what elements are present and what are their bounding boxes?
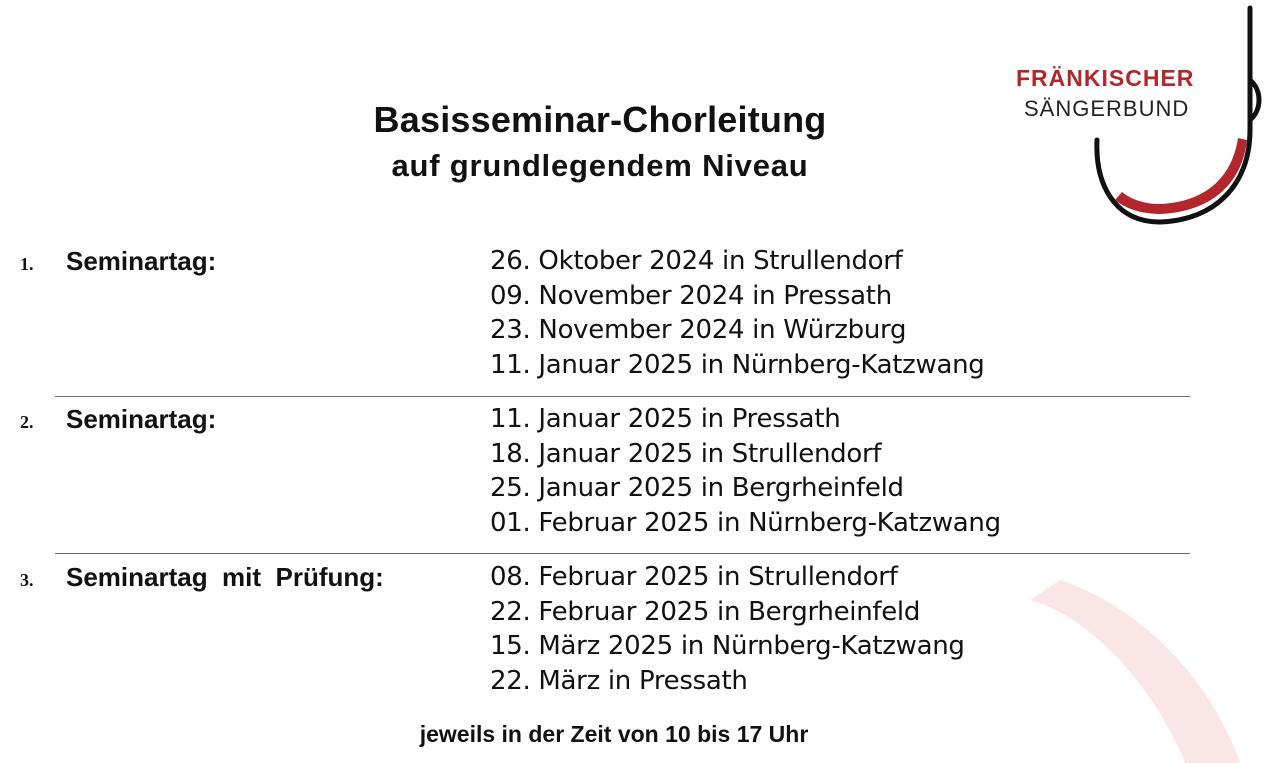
- date-item: 08. Februar 2025 in Strullendorf: [490, 562, 898, 592]
- section-divider: [55, 396, 1190, 397]
- time-note: jeweils in der Zeit von 10 bis 17 Uhr: [419, 721, 809, 747]
- section-label: Seminartag:: [66, 246, 217, 276]
- section-divider: [55, 553, 1190, 554]
- section-number: 2.: [20, 412, 34, 432]
- section-label: Seminartag mit Prüfung:: [66, 562, 384, 592]
- section-number: 3.: [20, 570, 34, 590]
- date-item: 11. Januar 2025 in Pressath: [490, 404, 841, 434]
- date-list: [490, 244, 984, 382]
- logo-text-line1: FRÄNKISCHER: [1016, 65, 1195, 91]
- date-item: 18. Januar 2025 in Strullendorf: [490, 438, 882, 469]
- date-list: [490, 560, 965, 698]
- logo-text-line2: SÄNGERBUND: [1024, 96, 1190, 121]
- page-subtitle: auf grundlegendem Niveau: [391, 148, 809, 183]
- date-item: 11. Januar 2025 in Nürnberg-Katzwang: [490, 349, 985, 380]
- date-list: [490, 402, 1001, 540]
- date-item: 15. März 2025 in Nürnberg-Katzwang: [490, 631, 965, 661]
- date-item: 26. Oktober 2024 in Strullendorf: [490, 246, 903, 276]
- page-title: Basisseminar-Chorleitung: [373, 99, 827, 140]
- date-item: 22. Februar 2025 in Bergrheinfeld: [490, 596, 921, 627]
- section-label: Seminartag:: [66, 404, 217, 434]
- section-number: 1.: [20, 254, 34, 274]
- date-item: 22. März in Pressath: [490, 665, 748, 696]
- date-item: 23. November 2024 in Würzburg: [490, 315, 907, 345]
- date-item: 25. Januar 2025 in Bergrheinfeld: [490, 473, 904, 503]
- date-item: 09. November 2024 in Pressath: [490, 280, 892, 311]
- date-item: 01. Februar 2025 in Nürnberg-Katzwang: [490, 507, 1001, 538]
